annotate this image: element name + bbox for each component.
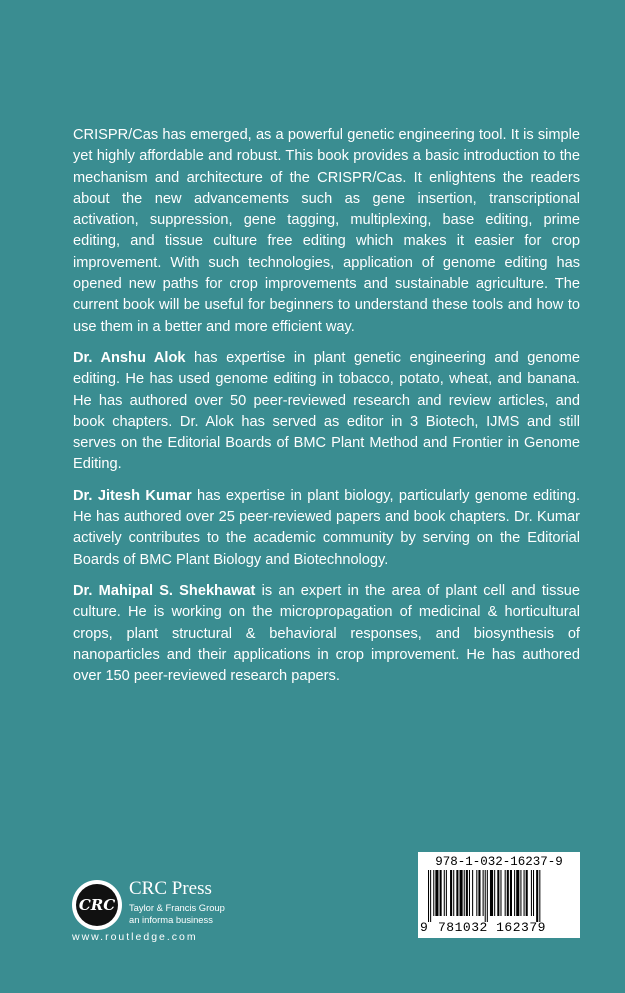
author-bio-text: is an expert in the area of plant cell and tissue culture. He is working on the micropropagation of medicinal & horticultural crops, plant structural & behavioral responses, and biosynthesis of nanoparticles and their applications in crop improvement. He has authored over 150 peer-reviewed research papers. — [73, 582, 580, 685]
author-bio-kumar — [73, 486, 580, 571]
author-bio-text: has expertise in plant genetic engineering and genome editing. He has used genome editing in tobacco, potato, wheat, and banana. He has authored over 50 peer-reviewed research and review articles, and book chapters. Dr. Alok has served as editor in 3 Biotech, IJMS and still serves on the Editorial Boards of BMC Plant Method and Frontier in Genome Editing. — [73, 349, 580, 473]
barcode-bar — [490, 870, 493, 916]
publisher-block — [72, 876, 272, 946]
isbn-barcode — [418, 852, 580, 938]
barcode-bar — [497, 870, 499, 916]
barcode-bar — [500, 870, 501, 916]
barcode-bar — [510, 870, 512, 916]
barcode-bar — [478, 870, 480, 916]
barcode-bar — [505, 870, 506, 916]
barcode-bar — [435, 870, 438, 916]
barcode-bar — [444, 870, 445, 916]
book-description: CRISPR/Cas has emerged, as a powerful genetic engineering tool. It is simple yet highly affordable and robust. This book provides a basic introduction to the mechanism and architecture of the CRISPR/Cas. It enlightens the readers about the new advancements such as gene insertion, transcriptional activation, suppression, gene tagging, multiplexing, base editing, prime editing, and tissue culture free editing which makes it easier for crop improvement. With such technologies, application of genome editing has opened new paths for crop improvements and sustainable agriculture. The current book will be useful for beginners to understand these tools and how to use them in a better and more efficient way. — [73, 127, 580, 335]
barcode-bar — [469, 870, 470, 916]
barcode-bar — [520, 870, 521, 916]
barcode-bar — [507, 870, 509, 916]
barcode-bar — [516, 870, 519, 916]
barcode-bar — [533, 870, 534, 916]
barcode-bar — [464, 870, 465, 916]
barcode-bar — [450, 870, 452, 916]
author-bio-alok — [73, 348, 580, 476]
barcode-bar — [456, 870, 458, 916]
publisher-name: CRC Press — [129, 878, 212, 899]
publisher-url: www.routledge.com — [72, 931, 198, 943]
barcode-bar — [430, 870, 431, 922]
isbn-digits-lead: 9 — [420, 920, 429, 935]
author-name: Dr. Jitesh Kumar — [73, 487, 192, 504]
barcode-bar — [433, 870, 434, 916]
back-cover-text — [73, 125, 580, 697]
barcode-bar — [460, 870, 463, 916]
barcode-bar — [524, 870, 525, 916]
author-name: Dr. Anshu Alok — [73, 349, 186, 366]
crc-logo-text: CRC — [76, 884, 118, 926]
barcode-bar — [466, 870, 468, 916]
publisher-group: Taylor & Francis Group — [129, 902, 225, 913]
barcode-bar — [531, 870, 532, 916]
author-bio-text: has expertise in plant biology, particularly genome editing. He has authored over 25 peer-reviewed papers and book chapters. Dr. Kumar actively contributes to the academic community by serving on the Editorial Boards of BMC Plant Biology and Biotechnology. — [73, 487, 581, 568]
barcode-bar — [440, 870, 442, 916]
barcode-bar — [514, 870, 515, 916]
barcode-bar — [428, 870, 429, 922]
barcode-bar — [526, 870, 528, 916]
barcode-bar — [536, 870, 538, 922]
author-name: Dr. Mahipal S. Shekhawat — [73, 582, 256, 599]
publisher-business: an informa business — [129, 914, 213, 925]
barcode-bar — [485, 870, 486, 922]
barcode-bar — [487, 870, 488, 922]
barcode-bar — [494, 870, 495, 916]
barcode-bar — [446, 870, 447, 916]
crc-logo-icon — [72, 880, 122, 930]
author-bio-shekhawat — [73, 581, 580, 687]
barcode-bar — [483, 870, 484, 916]
barcode-bars — [426, 870, 574, 922]
barcode-bar — [472, 870, 473, 916]
barcode-bar — [476, 870, 477, 916]
isbn-label: 978-1-032-16237-9 — [435, 855, 563, 869]
isbn-digits-rest: 781032 162379 — [438, 920, 546, 935]
barcode-bar — [539, 870, 540, 922]
barcode-bar — [453, 870, 454, 916]
